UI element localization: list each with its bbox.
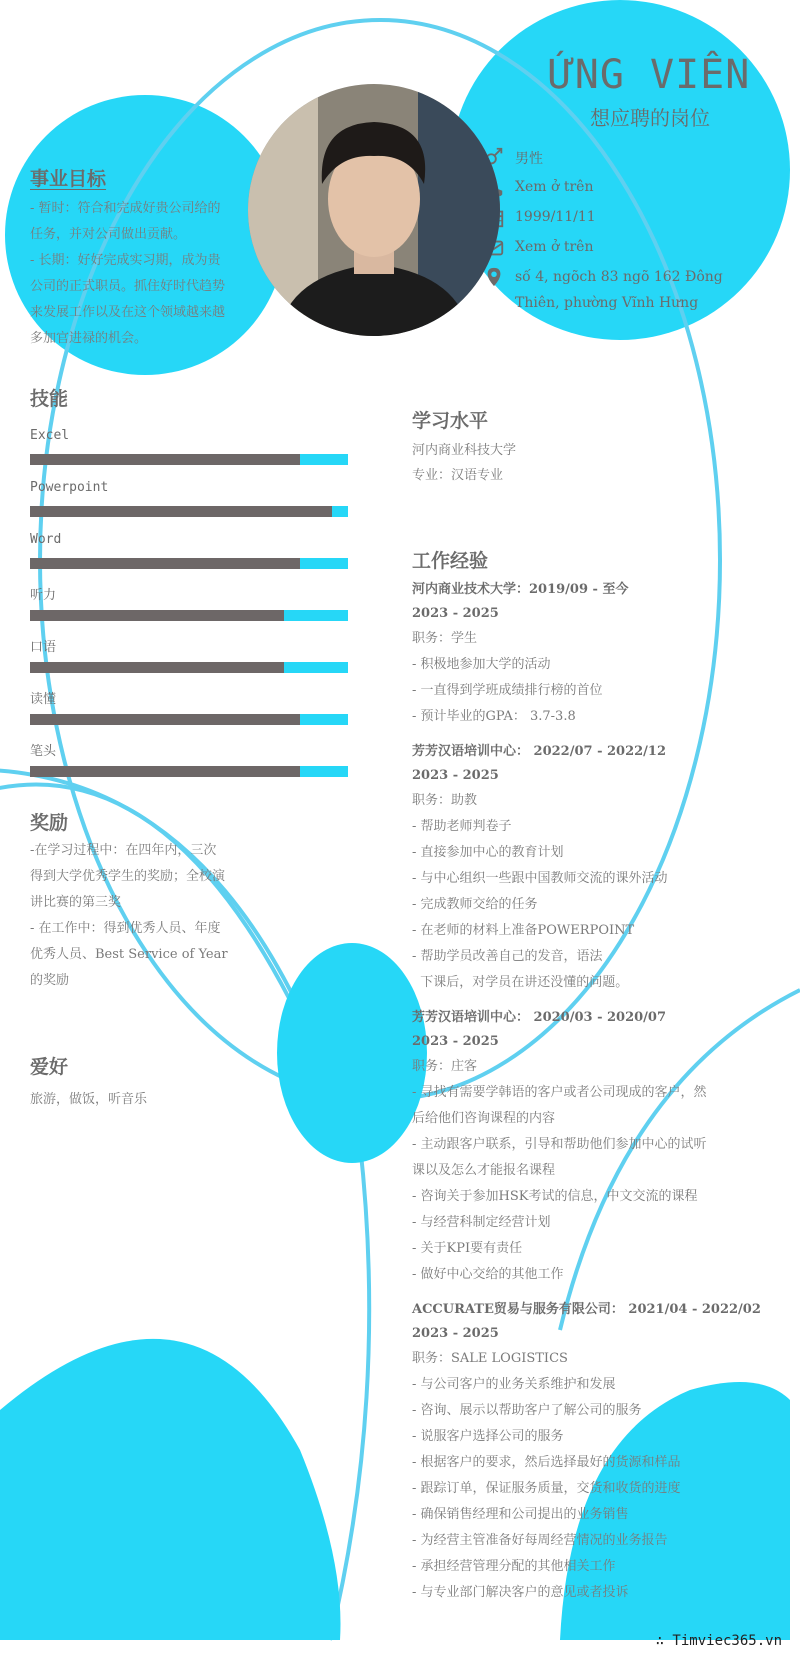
email-text: Xem ở trên [515,239,594,255]
job-duty: - 与中心组织一些跟中国教师交流的课外活动 [412,871,668,886]
job-header: 芳芳汉语培训中心： 2020/03 - 2020/07 [412,1010,667,1025]
desired-position: 想应聘的岗位 [590,106,710,130]
skill-bar [30,610,348,621]
objective-line: - 暂时：符合和完成好贵公司给的 [30,201,221,216]
awards-line: 得到大学优秀学生的奖励；全校演 [30,869,226,884]
awards-line: - 在工作中：得到优秀人员、年度 [30,921,221,936]
skill-bar [30,506,348,517]
skill-label: 笔头 [30,744,57,759]
skill-bar-fill [30,506,332,517]
skill-bar-fill [30,610,284,621]
job-header: 河内商业技术大学：2019/09 - 至今 [412,582,629,597]
job-duty: 课以及怎么才能报名课程 [412,1163,556,1178]
skill-bar [30,558,348,569]
job-duty: - 主动跟客户联系，引导和帮助他们参加中心的试听 [412,1137,707,1152]
job-entry [412,740,757,996]
objective-title: 事业目标 [30,168,107,190]
job-duty: 后给他们咨询课程的内容 [412,1111,556,1126]
job-duty: - 关于KPI要有责任 [412,1241,523,1256]
skill-bar [30,662,348,673]
watermark: ∴ Timviec365.vn [655,1633,782,1649]
awards-title: 奖励 [30,812,69,834]
education-title: 学习水平 [412,410,489,432]
job-role: 职务：学生 [412,631,478,646]
awards-text [30,838,260,994]
hobbies-text: 旅游，做饭，听音乐 [30,1092,148,1107]
job-duty: 下课后，对学员在讲还没懂的问题。 [412,975,629,990]
contact-gender [515,148,543,168]
job-duty: - 与公司客户的业务关系维护和发展 [412,1377,616,1392]
skills-title: 技能 [30,388,69,410]
job-header: 芳芳汉语培训中心： 2022/07 - 2022/12 [412,744,667,759]
location-pin-icon [483,266,505,288]
education-school: 河内商业科技大学 [412,443,517,458]
candidate-name: ỨNG VIÊN [549,52,751,98]
skill-label: Word [30,532,62,547]
skill-bar [30,454,348,465]
job-duty: - 跟踪订单，保证服务质量，交货和收货的进度 [412,1481,681,1496]
contact-email [515,239,593,255]
job-duty: - 为经营主管准备好每周经营情况的业务报告 [412,1533,668,1548]
job-duty: - 承担经营管理分配的其他相关工作 [412,1559,616,1574]
education-major: 专业：汉语专业 [412,468,504,483]
experience-title: 工作经验 [412,550,489,572]
job-header: ACCURATE贸易与服务有限公司： 2021/04 - 2022/02 [412,1302,761,1317]
job-duty: - 帮助老师判卷子 [412,819,512,834]
contact-address [515,264,740,316]
phone-text: Xem ở trên [515,179,594,195]
skill-bar-fill [30,454,300,465]
job-duty: - 根据客户的要求，然后选择最好的货源和样品 [412,1455,681,1470]
awards-line: 讲比赛的第三奖 [30,895,122,910]
job-entry [412,1298,761,1606]
job-period: 2023 - 2025 [412,768,499,783]
skill-label: 口语 [30,640,57,655]
job-duty: - 说服客户选择公司的服务 [412,1429,564,1444]
hobbies-title: 爱好 [30,1056,69,1078]
job-duty: - 直接参加中心的教育计划 [412,845,564,860]
job-entry [412,1006,757,1288]
job-duty: - 与专业部门解决客户的意见或者投诉 [412,1585,629,1600]
skill-bar-fill [30,714,300,725]
job-duty: - 咨询、展示以帮助客户了解公司的服务 [412,1403,642,1418]
skill-label: Powerpoint [30,480,109,495]
objective-line: 来发展工作以及在这个领域越来越 [30,305,226,320]
skill-label: 读懂 [30,692,57,707]
skill-bar-fill [30,558,300,569]
contact-birthday [515,209,596,225]
job-entry [412,578,757,730]
deco-circle-bottom-left [0,1339,341,1640]
objective-line: 多加官进禄的机会。 [30,331,148,346]
experience-list [412,578,761,1616]
job-role: 职务：助教 [412,793,478,808]
awards-line: 的奖励 [30,973,70,988]
job-duty: - 与经营科制定经营计划 [412,1215,551,1230]
job-duty: - 积极地参加大学的活动 [412,657,551,672]
job-duty: - 做好中心交给的其他工作 [412,1267,564,1282]
job-duty: - 完成教师交给的任务 [412,897,538,912]
address-text: số 4, ngõch 83 ngõ 162 Đông Thiên, phường Vĩnh Hưng [515,269,723,311]
skill-bar [30,766,348,777]
objective-line: - 长期：好好完成实习期，成为贵 [30,253,221,268]
skill-label: 听力 [30,588,57,603]
contact-phone [515,179,593,195]
job-role: 职务：SALE LOGISTICS [412,1351,568,1366]
awards-line: 优秀人员、Best Service of Year [30,947,228,962]
skill-label: Excel [30,428,70,443]
job-period: 2023 - 2025 [412,1034,499,1049]
job-period: 2023 - 2025 [412,1326,499,1341]
job-duty: - 预计毕业的GPA： 3.7-3.8 [412,709,576,724]
job-duty: - 寻找有需要学韩语的客户或者公司现成的客户，然 [412,1085,707,1100]
candidate-photo [248,84,500,336]
gender-text: 男性 [515,151,543,167]
job-role: 职务：庄客 [412,1059,478,1074]
birthday-text: 1999/11/11 [515,209,596,225]
job-duty: - 咨询关于参加HSK考试的信息，中文交流的课程 [412,1189,698,1204]
objective-text [30,196,255,352]
job-duty: - 确保销售经理和公司提出的业务销售 [412,1507,629,1522]
deco-circle-middle [277,943,427,1163]
job-duty: - 一直得到学班成绩排行榜的首位 [412,683,603,698]
skill-bar-fill [30,662,284,673]
skill-bar [30,714,348,725]
job-period: 2023 - 2025 [412,606,499,621]
objective-line: 公司的正式职员。抓住好时代趋势 [30,279,226,294]
job-duty: - 帮助学员改善自己的发音，语法 [412,949,603,964]
job-duty: - 在老师的材料上准备POWERPOINT [412,923,635,938]
objective-line: 任务，并对公司做出贡献。 [30,227,187,242]
awards-line: -在学习过程中：在四年内，三次 [30,843,217,858]
skill-bar-fill [30,766,300,777]
